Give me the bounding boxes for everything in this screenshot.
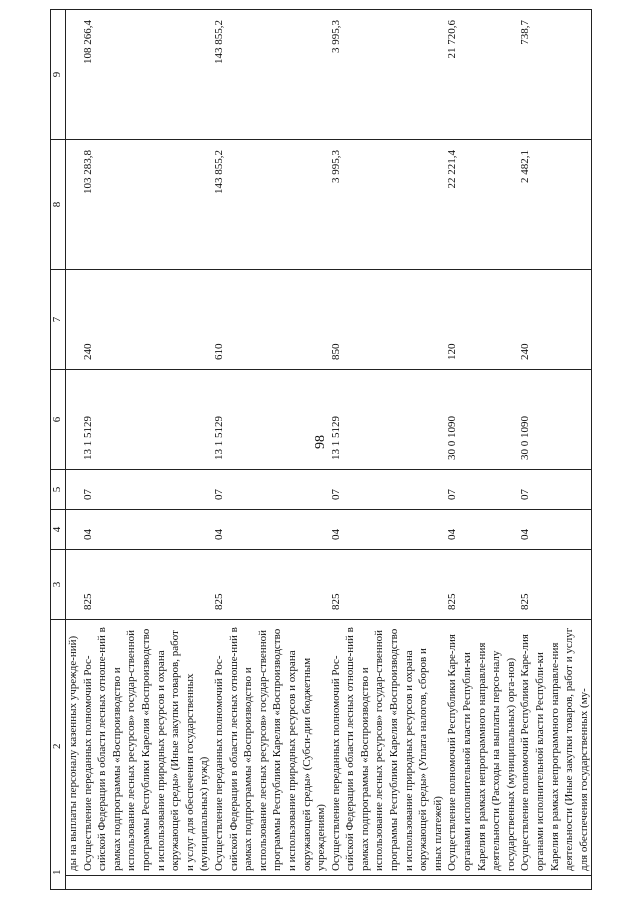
column-header-5: 5	[51, 470, 66, 510]
page-number: 98	[313, 435, 328, 449]
row-section: 04	[212, 510, 329, 550]
row-sum-b: 21 720,6	[445, 10, 518, 140]
column-header-9: 9	[51, 10, 66, 140]
table-row	[66, 10, 81, 890]
row-sum-a: 2 482,1	[518, 140, 591, 270]
column-header-3: 3	[51, 550, 66, 620]
row-name: Осуществление полномочий Республики Каре-лия органами исполнительной власти Республи-ки Карелия в рамках непрограммного направле-ния деятельности (Расходы на выплаты персо-налу государственных (муниципальных) орга-нов)	[445, 620, 518, 876]
row-section: 04	[445, 510, 518, 550]
row-type: 120	[445, 270, 518, 370]
row-subsection: 07	[329, 470, 446, 510]
row-admin-code: 825	[445, 550, 518, 620]
row-target: 13 1 5129	[81, 370, 212, 470]
row-subsection: 07	[212, 470, 329, 510]
table-row	[445, 10, 518, 890]
column-header-7: 7	[51, 270, 66, 370]
row-subsection: 07	[81, 470, 212, 510]
row-admin-code: 825	[518, 550, 591, 620]
table-row	[518, 10, 591, 890]
column-header-1-label: 1	[51, 869, 63, 875]
row-name: Осуществление переданных полномочий Рос-сийской Федерации в области лесных отноше-ний в рамках подпрограммы «Воспроизводство и использование лесных ресурсов» государ-ственной программы Республики Карелия «Воспроизводство и использование природных ресурсов и охрана окружающей среды» (Иные закупки товаров, работ и услуг для обеспечения государственных (муниципальных) нужд)	[81, 620, 212, 876]
row-name: Осуществление переданных полномочий Рос-сийской Федерации в области лесных отноше-ний в рамках подпрограммы «Воспроизводство и использование лесных ресурсов» государ-ственной программы Республики Карелия «Воспроизводство и использование природных ресурсов и охрана окружающей среды» (Субси-дии бюджетным учреждениям)	[212, 620, 329, 876]
row-target: 30 0 1090	[445, 370, 518, 470]
budget-table-container	[50, 10, 620, 890]
row-target: 13 1 5129	[329, 370, 446, 470]
table-header-row	[51, 10, 66, 890]
row-name: Осуществление переданных полномочий Рос-сийской Федерации в области лесных отноше-ний в рамках подпрограммы «Воспроизводство и использование лесных ресурсов» государ-ственной программы Республики Карелия «Воспроизводство и использование природных ресурсов и охрана окружающей среды» (Уплата налогов, сборов и иных платежей)	[329, 620, 446, 876]
row-section: 04	[329, 510, 446, 550]
row-target: 30 0 1090	[518, 370, 591, 470]
row-type: 850	[329, 270, 446, 370]
row-sum-b: 738,7	[518, 10, 591, 140]
row-admin-code: 825	[212, 550, 329, 620]
table-row	[329, 10, 446, 890]
row-type: 240	[518, 270, 591, 370]
budget-table	[50, 9, 592, 890]
column-header-4: 4	[51, 510, 66, 550]
row-target: 13 1 5129	[212, 370, 329, 470]
row-name: ды на выплаты персоналу казенных учрежде-ний)	[66, 620, 81, 876]
column-header-6: 6	[51, 370, 66, 470]
row-type: 610	[212, 270, 329, 370]
row-section: 04	[518, 510, 591, 550]
column-header-2-label: 2	[51, 743, 63, 749]
row-sum-b: 143 855,2	[212, 10, 329, 140]
row-type: 240	[81, 270, 212, 370]
row-sum-a: 3 995,3	[329, 140, 446, 270]
row-sum-a: 103 283,8	[81, 140, 212, 270]
row-sum-a: 143 855,2	[212, 140, 329, 270]
row-section: 04	[81, 510, 212, 550]
column-header-8: 8	[51, 140, 66, 270]
row-subsection: 07	[445, 470, 518, 510]
table-row	[81, 10, 212, 890]
row-sum-b: 3 995,3	[329, 10, 446, 140]
column-header-1	[51, 620, 66, 890]
row-sum-a: 22 221,4	[445, 140, 518, 270]
table-row	[212, 10, 329, 890]
row-sum-b: 108 266,4	[81, 10, 212, 140]
row-name: Осуществление полномочий Республики Каре-лия органами исполнительной власти Республи-ки Карелия в рамках непрограммного направле-ния деятельности (Иные закупки товаров, работ и услуг для обеспечения государственных (му-	[518, 620, 591, 876]
row-admin-code: 825	[81, 550, 212, 620]
row-subsection: 07	[518, 470, 591, 510]
row-admin-code: 825	[329, 550, 446, 620]
